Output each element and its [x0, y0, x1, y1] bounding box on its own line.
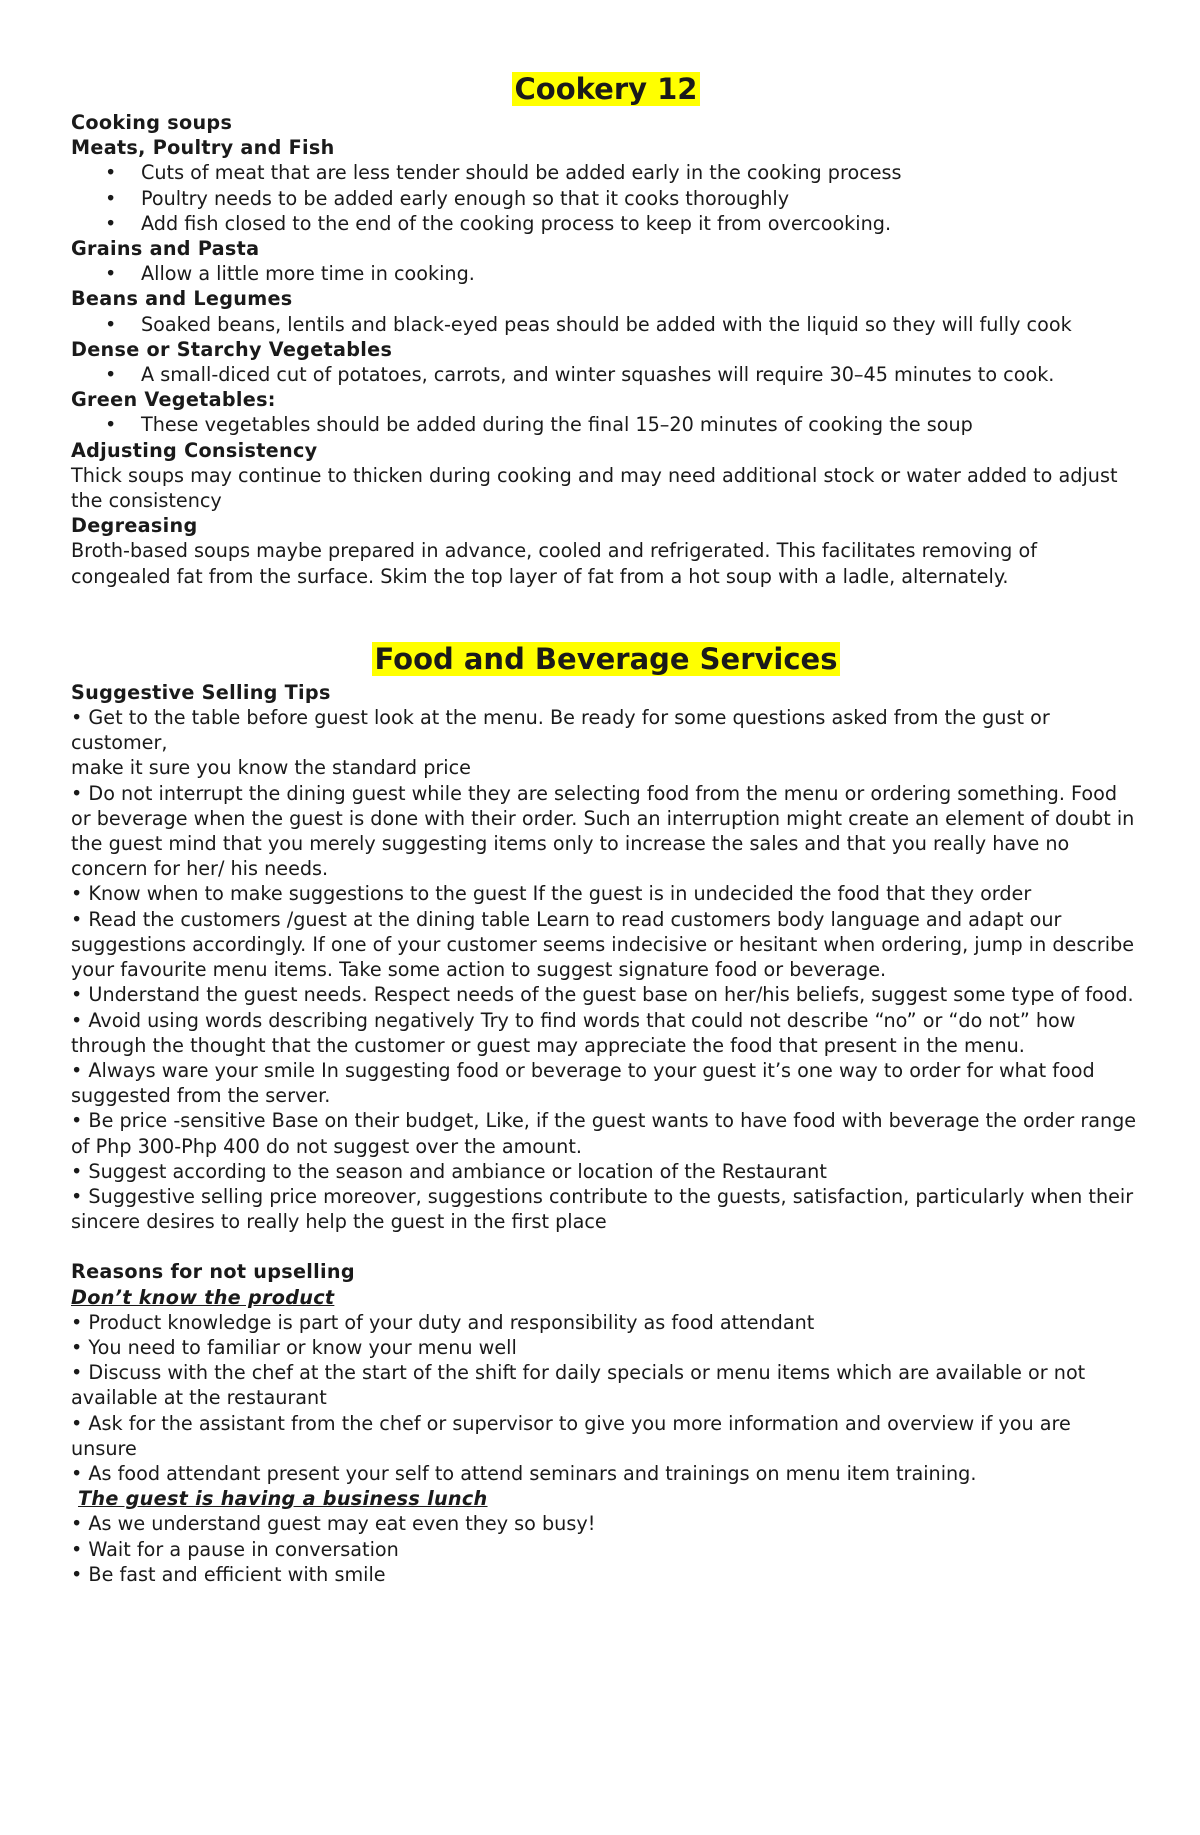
reason-item: • You need to familiar or know your menu well: [71, 1335, 517, 1359]
cookery-title: [71, 70, 1141, 108]
degreasing-text: Broth-based soups maybe prepared in advance, cooled and refrigerated. This facilitates removing of congealed fat from the surface. Skim the top layer of fat from a hot soup with a ladle, alternately.: [71, 539, 1037, 588]
fbs-title: [71, 640, 1141, 678]
fbs-title-text: Food and Beverage Services: [372, 642, 841, 676]
document-content: [71, 70, 1141, 1587]
meats-list: [71, 160, 1141, 236]
beans-heading: Beans and Legumes: [71, 287, 293, 311]
adjusting-text: Thick soups may continue to thicken during cooking and may need additional stock or water added to adjust the consistency: [71, 463, 1118, 513]
green-heading: Green Vegetables:: [71, 388, 276, 412]
tip-item: • Understand the guest needs. Respect needs of the guest base on her/his beliefs, suggest some type of food.: [71, 983, 1134, 1007]
list-item: • Cuts of meat that are less tender should be added early in the cooking process: [71, 160, 1141, 185]
meats-heading: Meats, Poultry and Fish: [71, 136, 335, 160]
spacer: [71, 589, 1141, 614]
tip-item: • Get to the table before guest look at the menu. Be ready for some questions asked from the gust or customer,: [71, 706, 1050, 755]
spacer: [71, 1234, 1141, 1259]
list-item: • Poultry needs to be added early enough so that it cooks thoroughly: [71, 186, 1141, 211]
tip-item: • Suggestive selling price moreover, suggestions contribute to the guests, satisfaction, particularly when their sincere desires to really help the guest in the first place: [71, 1184, 1134, 1234]
cookery-title-text: Cookery 12: [512, 72, 701, 106]
reasons-heading: Reasons for not upselling: [71, 1260, 355, 1284]
tip-item: • Always ware your smile In suggesting food or beverage to your guest it’s one way to order for what food suggested from the server.: [71, 1058, 1095, 1108]
tip-item: • Know when to make suggestions to the guest If the guest is in undecided the food that they order: [71, 882, 1032, 906]
list-item: • Add fish closed to the end of the cooking process to keep it from overcooking.: [71, 211, 1141, 236]
reason-item: • Discuss with the chef at the start of the shift for daily specials or menu items which are available or not available at the restaurant: [71, 1361, 1086, 1410]
lunch-item: • As we understand guest may eat even they so busy!: [71, 1512, 596, 1536]
beans-list: [71, 312, 1141, 337]
tip-item: • Do not interrupt the dining guest while they are selecting food from the menu or ordering something. Food or beverage when the guest is done with their order. Such an interruption might create an element of doubt in the guest mind that you merely suggesting items only to increase the sales and that you really have no concern for her/ his needs.: [71, 781, 1135, 881]
green-list: [71, 412, 1141, 437]
spacer: [71, 614, 1141, 640]
dense-list: [71, 362, 1141, 387]
degreasing-heading: Degreasing: [71, 514, 198, 538]
list-item: • These vegetables should be added during the final 15–20 minutes of cooking the soup: [71, 412, 1141, 437]
lunch-item: • Be fast and efficient with smile: [71, 1562, 386, 1586]
dont-know-heading: Don’t know the product: [71, 1285, 335, 1309]
tip-item: • Read the customers /guest at the dining table Learn to read customers body language and adapt our suggestions accordingly. If one of your customer seems indecisive or hesitant when ordering, jump in describe your favourite menu items. Take some action to suggest signature food or beverage.: [71, 907, 1135, 982]
tip-item: • Be price -sensitive Base on their budget, Like, if the guest wants to have food with beverage the order range of Php 300-Php 400 do not suggest over the amount.: [71, 1109, 1137, 1158]
grains-list: [71, 261, 1141, 286]
lunch-item: • Wait for a pause in conversation: [71, 1537, 399, 1561]
reason-item: • Product knowledge is part of your duty and responsibility as food attendant: [71, 1310, 815, 1334]
reason-item: • As food attendant present your self to attend seminars and trainings on menu item training.: [71, 1461, 977, 1485]
adjusting-heading: Adjusting Consistency: [71, 438, 318, 462]
list-item: • A small-diced cut of potatoes, carrots, and winter squashes will require 30–45 minutes to cook.: [71, 362, 1141, 387]
list-item: • Soaked beans, lentils and black-eyed peas should be added with the liquid so they will fully cook: [71, 312, 1141, 337]
tip-item: • Avoid using words describing negatively Try to find words that could not describe “no” or “do not” how through the thought that the customer or guest may appreciate the food that present in the menu.: [71, 1008, 1076, 1057]
tip-item: make it sure you know the standard price: [71, 756, 471, 780]
business-lunch-heading: The guest is having a business lunch: [78, 1487, 488, 1511]
tip-item: • Suggest according to the season and ambiance or location of the Restaurant: [71, 1159, 827, 1183]
reason-item: • Ask for the assistant from the chef or supervisor to give you more information and overview if you are unsure: [71, 1411, 1071, 1460]
tips-heading: Suggestive Selling Tips: [71, 680, 331, 704]
dense-heading: Dense or Starchy Vegetables: [71, 337, 393, 361]
list-item: • Allow a little more time in cooking.: [71, 261, 1141, 286]
grains-heading: Grains and Pasta: [71, 237, 260, 261]
cooking-soups-heading: Cooking soups: [71, 111, 233, 134]
